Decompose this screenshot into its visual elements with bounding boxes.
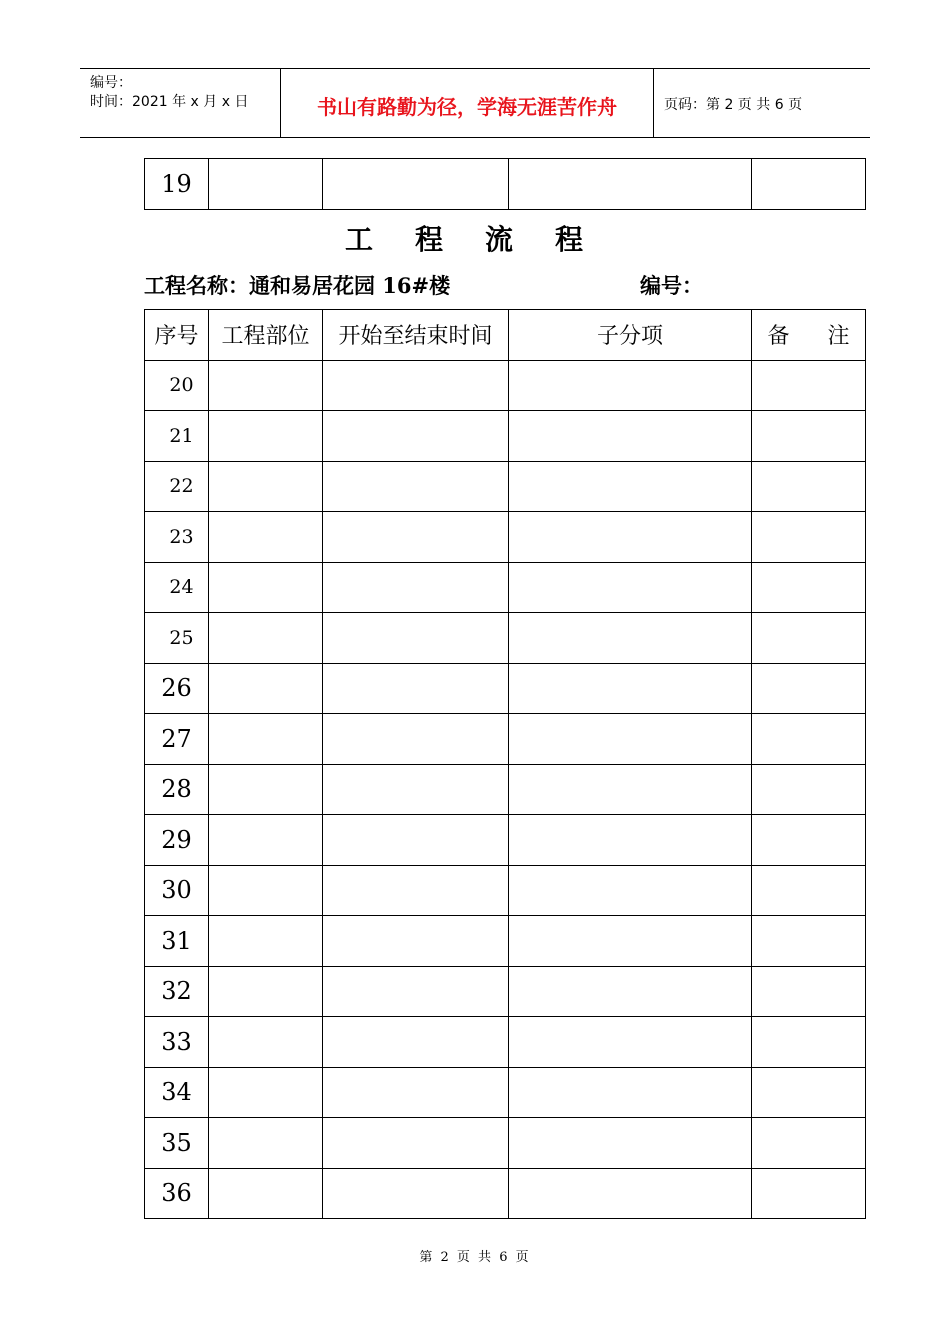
table-cell [209, 764, 323, 815]
table-cell [323, 360, 509, 411]
project-name: 工程名称：通和易居花园 16#楼 [144, 273, 451, 298]
row-number: 33 [145, 1017, 209, 1068]
table-cell [323, 1168, 509, 1219]
table-cell [209, 613, 323, 664]
table-cell [209, 966, 323, 1017]
header-motto: 书山有路勤为径，学海无涯苦作舟 [317, 95, 617, 119]
table-cell [323, 815, 509, 866]
code-field: 编号： [640, 273, 703, 298]
row-number: 36 [145, 1168, 209, 1219]
table-cell [509, 1168, 752, 1219]
table-cell [323, 461, 509, 512]
table-cell [509, 663, 752, 714]
table-cell [509, 1118, 752, 1169]
row-number: 34 [145, 1067, 209, 1118]
row-number: 27 [145, 714, 209, 765]
table-cell [752, 1067, 866, 1118]
row-number: 28 [145, 764, 209, 815]
table-cell [509, 562, 752, 613]
table-row [145, 764, 866, 815]
header-time-label: 时间：2021 年 x 月 x 日 [90, 94, 249, 110]
table-row [145, 1168, 866, 1219]
page-footer: 第 2 页 共 6 页 [419, 1250, 531, 1265]
table-cell [752, 966, 866, 1017]
row-number: 19 [145, 159, 209, 210]
table-cell [209, 159, 323, 210]
table-cell [752, 411, 866, 462]
table-cell [752, 764, 866, 815]
table-cell [323, 1017, 509, 1068]
table-row [145, 411, 866, 462]
table-cell [323, 966, 509, 1017]
table-cell [509, 461, 752, 512]
row-number: 22 [145, 461, 209, 512]
table-row [145, 1118, 866, 1169]
table-cell [209, 1017, 323, 1068]
table-cell [509, 360, 752, 411]
process-table [144, 309, 866, 1219]
table-cell [509, 815, 752, 866]
remarks-char-1: 备 [767, 324, 790, 350]
table-cell [509, 916, 752, 967]
table-row [145, 1017, 866, 1068]
table-cell [323, 159, 509, 210]
table-cell [323, 1118, 509, 1169]
column-header-seq: 序号 [145, 310, 209, 361]
table-cell [752, 613, 866, 664]
table-cell [752, 562, 866, 613]
row-number: 35 [145, 1118, 209, 1169]
table-cell [209, 1067, 323, 1118]
table-cell [509, 764, 752, 815]
table-cell [752, 1168, 866, 1219]
table-cell [509, 966, 752, 1017]
table-cell [509, 1067, 752, 1118]
row-number: 29 [145, 815, 209, 866]
table-cell [323, 1067, 509, 1118]
table-cell [509, 159, 752, 210]
row-number: 26 [145, 663, 209, 714]
table-cell [209, 916, 323, 967]
table-cell [209, 815, 323, 866]
table-cell [323, 512, 509, 563]
table-cell [209, 714, 323, 765]
table-cell [323, 562, 509, 613]
table-row [145, 815, 866, 866]
row-number: 31 [145, 916, 209, 967]
table-cell [323, 916, 509, 967]
row-number: 25 [145, 613, 209, 664]
table-cell [752, 360, 866, 411]
table-row [145, 1067, 866, 1118]
table-cell [752, 1017, 866, 1068]
table-cell [323, 764, 509, 815]
table-cell [209, 461, 323, 512]
table-row [145, 663, 866, 714]
table-cell [209, 360, 323, 411]
table-row [145, 966, 866, 1017]
table-cell [323, 865, 509, 916]
table-cell [209, 512, 323, 563]
column-header-part: 工程部位 [209, 310, 323, 361]
table-cell [752, 916, 866, 967]
header-page-info: 页码：第 2 页 共 6 页 [664, 97, 803, 113]
column-header-time: 开始至结束时间 [323, 310, 509, 361]
table-row [145, 461, 866, 512]
table-cell [209, 865, 323, 916]
table-row [145, 613, 866, 664]
table-row [145, 360, 866, 411]
header-code-label: 编号： [90, 75, 132, 91]
table-cell [509, 865, 752, 916]
page-header [80, 68, 870, 138]
table-cell [509, 411, 752, 462]
table-cell [209, 1168, 323, 1219]
table-cell [323, 613, 509, 664]
header-meta [80, 69, 281, 137]
document-title: 工程流程 [344, 223, 625, 256]
header-motto-cell [281, 69, 654, 137]
table-cell [752, 159, 866, 210]
table-cell [509, 613, 752, 664]
table-cell [323, 714, 509, 765]
row-number: 23 [145, 512, 209, 563]
row-number: 21 [145, 411, 209, 462]
table-row [145, 562, 866, 613]
table-cell [323, 411, 509, 462]
table-cell [209, 663, 323, 714]
table-cell [209, 1118, 323, 1169]
row-number: 20 [145, 360, 209, 411]
table-cell [752, 865, 866, 916]
table-cell [209, 562, 323, 613]
table-cell [323, 663, 509, 714]
row-number: 30 [145, 865, 209, 916]
column-header-remarks [752, 310, 866, 361]
row-number: 32 [145, 966, 209, 1017]
table-row [145, 714, 866, 765]
table-row [145, 512, 866, 563]
column-header-subitem: 子分项 [509, 310, 752, 361]
remarks-char-2: 注 [827, 324, 850, 350]
table-cell [509, 512, 752, 563]
table-row [145, 159, 866, 210]
table-cell [209, 411, 323, 462]
table-cell [752, 663, 866, 714]
continued-table [144, 158, 866, 210]
row-number: 24 [145, 562, 209, 613]
table-cell [752, 461, 866, 512]
table-cell [752, 1118, 866, 1169]
table-cell [752, 512, 866, 563]
table-cell [752, 815, 866, 866]
table-cell [509, 714, 752, 765]
table-cell [509, 1017, 752, 1068]
table-cell [752, 714, 866, 765]
table-row [145, 865, 866, 916]
table-row [145, 916, 866, 967]
table-header-row [145, 310, 866, 361]
